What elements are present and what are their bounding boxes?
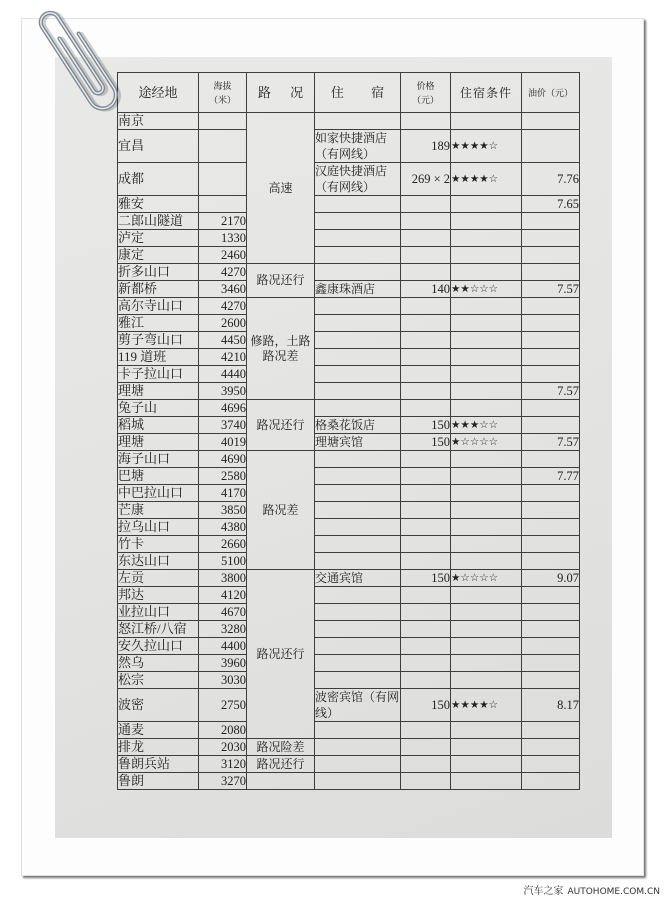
fuel-price-cell <box>522 519 580 536</box>
lodging-cell <box>315 366 401 383</box>
table-row <box>118 570 580 587</box>
place-cell: 兔子山 <box>118 400 199 417</box>
place-cell: 然乌 <box>118 655 199 672</box>
rating-cell <box>451 468 522 485</box>
altitude-cell: 2460 <box>199 247 247 264</box>
place-cell: 雅江 <box>118 315 199 332</box>
road-condition-cell: 路况还行 <box>247 264 315 298</box>
fuel-price-cell <box>522 400 580 417</box>
price-cell: 150 <box>401 570 451 587</box>
place-cell: 剪子弯山口 <box>118 332 199 349</box>
lodging-cell <box>315 230 401 247</box>
fuel-price-cell <box>522 298 580 315</box>
fuel-price-cell <box>522 553 580 570</box>
lodging-cell <box>315 332 401 349</box>
altitude-cell: 2580 <box>199 468 247 485</box>
price-cell: 140 <box>401 281 451 298</box>
fuel-price-cell <box>522 621 580 638</box>
lodging-cell: 鑫康珠酒店 <box>315 281 401 298</box>
road-condition-cell: 路况还行 <box>247 400 315 451</box>
rating-cell <box>451 739 522 756</box>
price-cell <box>401 113 451 130</box>
place-cell: 鲁朗 <box>118 773 199 790</box>
fuel-price-cell <box>522 332 580 349</box>
lodging-cell: 格桑花饭店 <box>315 417 401 434</box>
fuel-price-cell <box>522 451 580 468</box>
place-cell: 119 道班 <box>118 349 199 366</box>
header-road <box>247 73 315 113</box>
rating-cell <box>451 113 522 130</box>
road-condition-cell: 路况差 <box>247 451 315 570</box>
price-cell: 189 <box>401 130 451 163</box>
fuel-price-cell <box>522 417 580 434</box>
rating-cell <box>451 672 522 689</box>
altitude-cell: 4440 <box>199 366 247 383</box>
altitude-cell: 4696 <box>199 400 247 417</box>
table-row <box>118 298 580 315</box>
price-cell <box>401 621 451 638</box>
fuel-price-cell <box>522 655 580 672</box>
place-cell: 松宗 <box>118 672 199 689</box>
lodging-cell <box>315 196 401 213</box>
lodging-cell <box>315 247 401 264</box>
fuel-price-cell <box>522 722 580 739</box>
altitude-cell: 4400 <box>199 638 247 655</box>
rating-cell <box>451 536 522 553</box>
price-cell <box>401 298 451 315</box>
price-cell <box>401 349 451 366</box>
paperclip-wire <box>37 4 124 116</box>
altitude-cell: 3030 <box>199 672 247 689</box>
fuel-price-cell <box>522 264 580 281</box>
rating-cell <box>451 400 522 417</box>
place-cell: 海子山口 <box>118 451 199 468</box>
place-cell: 鲁朗兵站 <box>118 756 199 773</box>
route-table-body <box>118 113 580 790</box>
altitude-cell: 2660 <box>199 536 247 553</box>
rating-cell <box>451 638 522 655</box>
price-cell <box>401 722 451 739</box>
lodging-cell <box>315 519 401 536</box>
price-cell <box>401 213 451 230</box>
altitude-cell: 3280 <box>199 621 247 638</box>
road-condition-cell: 路况险差 <box>247 739 315 756</box>
rating-cell <box>451 604 522 621</box>
rating-cell <box>451 756 522 773</box>
header-altitude-unit: （米） <box>208 94 236 105</box>
rating-cell <box>451 502 522 519</box>
rating-cell <box>451 485 522 502</box>
price-cell <box>401 502 451 519</box>
altitude-cell: 1330 <box>199 230 247 247</box>
place-cell: 通麦 <box>118 722 199 739</box>
lodging-cell <box>315 400 401 417</box>
place-cell: 竹卡 <box>118 536 199 553</box>
lodging-cell <box>315 621 401 638</box>
altitude-cell: 3270 <box>199 773 247 790</box>
place-cell: 怒江桥/八宿 <box>118 621 199 638</box>
altitude-cell: 4210 <box>199 349 247 366</box>
place-cell: 理塘 <box>118 383 199 400</box>
altitude-cell: 4690 <box>199 451 247 468</box>
table-row <box>118 621 580 638</box>
table-row <box>118 213 580 230</box>
place-cell: 业拉山口 <box>118 604 199 621</box>
rating-cell <box>451 213 522 230</box>
road-condition-cell <box>247 773 315 790</box>
altitude-cell <box>199 196 247 213</box>
table-row <box>118 536 580 553</box>
fuel-price-cell <box>522 485 580 502</box>
price-cell <box>401 451 451 468</box>
fuel-price-cell <box>522 349 580 366</box>
table-row <box>118 468 580 485</box>
fuel-price-cell: 7.57 <box>522 434 580 451</box>
lodging-cell <box>315 485 401 502</box>
place-cell: 康定 <box>118 247 199 264</box>
lodging-cell <box>315 264 401 281</box>
fuel-price-cell <box>522 773 580 790</box>
header-price <box>401 73 451 113</box>
price-cell <box>401 638 451 655</box>
altitude-cell: 4270 <box>199 264 247 281</box>
altitude-cell: 3960 <box>199 655 247 672</box>
altitude-cell: 2170 <box>199 213 247 230</box>
rating-cell <box>451 383 522 400</box>
lodging-cell <box>315 349 401 366</box>
altitude-cell <box>199 113 247 130</box>
fuel-price-cell <box>522 230 580 247</box>
price-cell <box>401 655 451 672</box>
lodging-cell <box>315 553 401 570</box>
rating-cell: ★☆☆☆☆ <box>451 434 522 451</box>
table-row <box>118 315 580 332</box>
table-row <box>118 502 580 519</box>
table-row <box>118 553 580 570</box>
watermark <box>523 882 660 897</box>
fuel-price-cell <box>522 130 580 163</box>
place-cell: 宜昌 <box>118 130 199 163</box>
table-row <box>118 113 580 130</box>
price-cell <box>401 604 451 621</box>
price-cell <box>401 756 451 773</box>
price-cell <box>401 247 451 264</box>
rating-cell: ★★★★☆ <box>451 689 522 722</box>
place-cell: 折多山口 <box>118 264 199 281</box>
lodging-cell <box>315 722 401 739</box>
table-row <box>118 417 580 434</box>
rating-cell <box>451 264 522 281</box>
table-row <box>118 773 580 790</box>
altitude-cell: 4019 <box>199 434 247 451</box>
header-place: 途经地 <box>118 73 199 113</box>
place-cell: 拉乌山口 <box>118 519 199 536</box>
price-cell <box>401 332 451 349</box>
place-cell: 邦达 <box>118 587 199 604</box>
place-cell: 巴塘 <box>118 468 199 485</box>
rating-cell: ★★★★☆ <box>451 130 522 163</box>
price-cell <box>401 587 451 604</box>
lodging-cell <box>315 587 401 604</box>
table-row <box>118 587 580 604</box>
altitude-cell: 4170 <box>199 485 247 502</box>
altitude-cell: 4670 <box>199 604 247 621</box>
table-row <box>118 485 580 502</box>
fuel-price-cell <box>522 213 580 230</box>
rating-cell <box>451 519 522 536</box>
lodging-cell <box>315 536 401 553</box>
fuel-price-cell <box>522 536 580 553</box>
rating-cell <box>451 230 522 247</box>
table-row <box>118 247 580 264</box>
header-price-label: 价格 <box>416 80 435 91</box>
price-cell <box>401 536 451 553</box>
place-cell: 芒康 <box>118 502 199 519</box>
table-row <box>118 130 580 163</box>
fuel-price-cell <box>522 502 580 519</box>
header-road-label: 路 况 <box>257 84 312 100</box>
rating-cell <box>451 247 522 264</box>
price-cell <box>401 672 451 689</box>
price-cell <box>401 519 451 536</box>
lodging-cell <box>315 773 401 790</box>
header-rating: 住宿条件 <box>451 73 522 113</box>
price-cell: 150 <box>401 417 451 434</box>
price-cell <box>401 400 451 417</box>
table-row <box>118 163 580 196</box>
place-cell: 安久拉山口 <box>118 638 199 655</box>
place-cell: 南京 <box>118 113 199 130</box>
altitude-cell: 3120 <box>199 756 247 773</box>
route-table <box>117 72 580 790</box>
price-cell <box>401 264 451 281</box>
price-cell <box>401 315 451 332</box>
altitude-cell: 4120 <box>199 587 247 604</box>
lodging-cell <box>315 655 401 672</box>
route-table-head <box>118 73 580 113</box>
lodging-cell <box>315 756 401 773</box>
rating-cell <box>451 587 522 604</box>
place-cell: 卡子拉山口 <box>118 366 199 383</box>
header-price-unit: （元） <box>411 94 439 105</box>
rating-cell <box>451 722 522 739</box>
price-cell: 150 <box>401 434 451 451</box>
rating-cell <box>451 298 522 315</box>
lodging-cell <box>315 468 401 485</box>
table-row <box>118 264 580 281</box>
paperclip <box>22 0 128 122</box>
price-cell <box>401 366 451 383</box>
price-cell <box>401 383 451 400</box>
place-cell: 成都 <box>118 163 199 196</box>
lodging-cell <box>315 451 401 468</box>
header-lodging-label: 住 宿 <box>330 84 397 100</box>
road-condition-cell: 路况还行 <box>247 570 315 739</box>
lodging-cell <box>315 298 401 315</box>
road-condition-cell: 高速 <box>247 113 315 264</box>
header-fuel-price: 油价（元） <box>522 73 580 113</box>
lodging-cell <box>315 383 401 400</box>
price-cell <box>401 739 451 756</box>
price-cell <box>401 230 451 247</box>
place-cell: 中巴拉山口 <box>118 485 199 502</box>
altitude-cell: 2030 <box>199 739 247 756</box>
table-row <box>118 604 580 621</box>
table-row <box>118 689 580 722</box>
table-row <box>118 638 580 655</box>
altitude-cell <box>199 163 247 196</box>
rating-cell: ★★☆☆☆ <box>451 281 522 298</box>
rating-cell <box>451 621 522 638</box>
altitude-cell: 2600 <box>199 315 247 332</box>
rating-cell <box>451 773 522 790</box>
fuel-price-cell: 7.76 <box>522 163 580 196</box>
fuel-price-cell <box>522 315 580 332</box>
price-cell: 269 × 2 <box>401 163 451 196</box>
fuel-price-cell <box>522 247 580 264</box>
rating-cell <box>451 553 522 570</box>
fuel-price-cell: 9.07 <box>522 570 580 587</box>
table-row <box>118 519 580 536</box>
table-row <box>118 332 580 349</box>
lodging-cell: 交通宾馆 <box>315 570 401 587</box>
altitude-cell: 3460 <box>199 281 247 298</box>
table-row <box>118 739 580 756</box>
table-row <box>118 722 580 739</box>
lodging-cell: 波密宾馆（有网线） <box>315 690 400 720</box>
table-row <box>118 383 580 400</box>
place-cell: 理塘 <box>118 434 199 451</box>
fuel-price-cell: 7.57 <box>522 281 580 298</box>
price-cell <box>401 485 451 502</box>
place-cell: 左贡 <box>118 570 199 587</box>
altitude-cell: 2750 <box>199 689 247 722</box>
lodging-cell <box>315 113 401 130</box>
header-altitude <box>199 73 247 113</box>
fuel-price-cell <box>522 587 580 604</box>
lodging-cell: 理塘宾馆 <box>315 434 401 451</box>
place-cell: 雅安 <box>118 196 199 213</box>
lodging-cell <box>315 739 401 756</box>
price-cell <box>401 553 451 570</box>
place-cell: 高尔寺山口 <box>118 298 199 315</box>
price-cell: 150 <box>401 689 451 722</box>
altitude-cell: 2080 <box>199 722 247 739</box>
table-row <box>118 366 580 383</box>
table-header-row <box>118 73 580 113</box>
watermark-brand-en: AUTOHOME.COM.CN <box>567 887 660 897</box>
place-cell: 东达山口 <box>118 553 199 570</box>
rating-cell <box>451 332 522 349</box>
fuel-price-cell <box>522 604 580 621</box>
header-altitude-label: 海拔 <box>213 80 232 91</box>
rating-cell <box>451 196 522 213</box>
rating-cell: ★☆☆☆☆ <box>451 570 522 587</box>
lodging-cell: 汉庭快捷酒店（有网线） <box>315 163 401 196</box>
road-condition-cell: 路况还行 <box>247 756 315 773</box>
fuel-price-cell <box>522 113 580 130</box>
rating-cell: ★★★☆☆ <box>451 417 522 434</box>
rating-cell <box>451 366 522 383</box>
table-row <box>118 451 580 468</box>
rating-cell <box>451 451 522 468</box>
lodging-cell <box>315 638 401 655</box>
rating-cell <box>451 349 522 366</box>
fuel-price-cell <box>522 739 580 756</box>
fuel-price-cell <box>522 756 580 773</box>
table-row <box>118 349 580 366</box>
price-cell <box>401 196 451 213</box>
rating-cell <box>451 655 522 672</box>
fuel-price-cell <box>522 638 580 655</box>
place-cell: 泸定 <box>118 230 199 247</box>
fuel-price-cell <box>522 672 580 689</box>
altitude-cell: 3740 <box>199 417 247 434</box>
lodging-cell <box>315 213 401 230</box>
price-cell <box>401 468 451 485</box>
altitude-cell: 3850 <box>199 502 247 519</box>
watermark-brand-cn: 汽车之家 <box>523 886 564 897</box>
place-cell: 二郎山隧道 <box>118 213 199 230</box>
altitude-cell <box>199 130 247 163</box>
table-row <box>118 655 580 672</box>
rating-cell <box>451 315 522 332</box>
lodging-cell <box>315 604 401 621</box>
altitude-cell: 5100 <box>199 553 247 570</box>
altitude-cell: 3800 <box>199 570 247 587</box>
lodging-cell <box>315 672 401 689</box>
place-cell: 排龙 <box>118 739 199 756</box>
table-row <box>118 756 580 773</box>
price-cell <box>401 773 451 790</box>
place-cell: 新都桥 <box>118 281 199 298</box>
altitude-cell: 4270 <box>199 298 247 315</box>
altitude-cell: 4450 <box>199 332 247 349</box>
fuel-price-cell: 7.77 <box>522 468 580 485</box>
fuel-price-cell: 7.57 <box>522 383 580 400</box>
fuel-price-cell <box>522 366 580 383</box>
table-row <box>118 672 580 689</box>
fuel-price-cell: 8.17 <box>522 689 580 722</box>
lodging-cell: 如家快捷酒店（有网线） <box>315 130 401 163</box>
place-cell: 稻城 <box>118 417 199 434</box>
fuel-price-cell: 7.65 <box>522 196 580 213</box>
lodging-cell <box>315 502 401 519</box>
altitude-cell: 3950 <box>199 383 247 400</box>
header-lodging <box>315 73 401 113</box>
table-row <box>118 196 580 213</box>
place-cell: 波密 <box>118 689 199 722</box>
table-row <box>118 281 580 298</box>
lodging-cell <box>315 315 401 332</box>
road-condition-cell: 修路，土路路况差 <box>247 298 315 400</box>
table-row <box>118 434 580 451</box>
table-row <box>118 400 580 417</box>
table-row <box>118 230 580 247</box>
altitude-cell: 4380 <box>199 519 247 536</box>
rating-cell: ★★★★☆ <box>451 163 522 196</box>
